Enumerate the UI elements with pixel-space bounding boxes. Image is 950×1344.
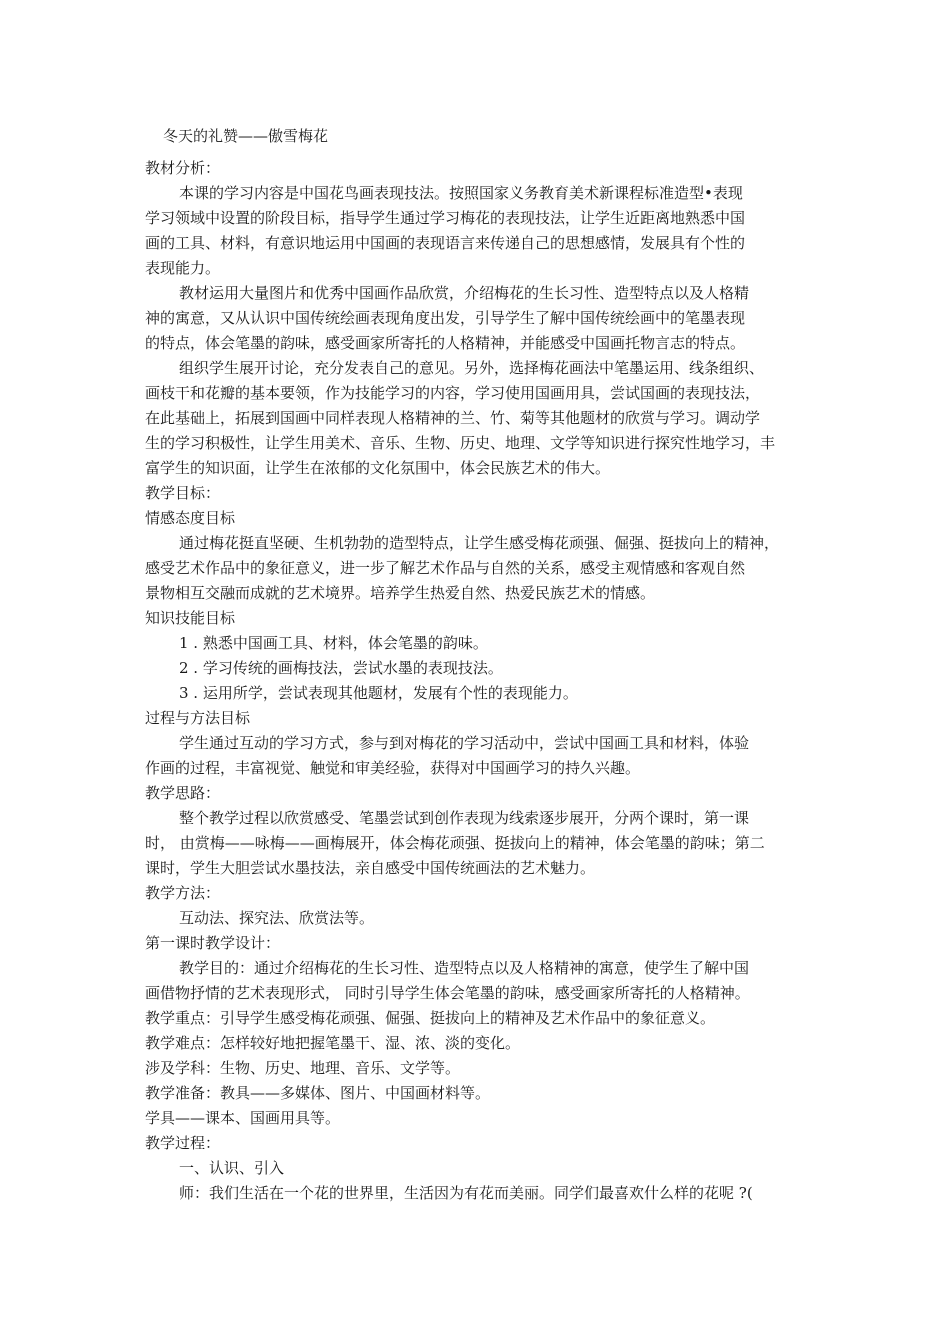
subsection-heading: 一、认识、引入 — [179, 1159, 285, 1177]
paragraph-line: 的特点，体会笔墨的韵味，感受画家所寄托的人格精神，并能感受中国画托物言志的特点。 — [145, 334, 746, 352]
subsection-heading: 知识技能目标 — [145, 609, 236, 627]
subsection-heading: 情感态度目标 — [145, 509, 236, 527]
paragraph-line: 教学准备：教具——多媒体、图片、中国画材料等。 — [145, 1084, 491, 1102]
paragraph-line: 感受艺术作品中的象征意义，进一步了解艺术作品与自然的关系，感受主观情感和客观自然 — [145, 559, 746, 577]
paragraph-line: 课时，学生大胆尝试水墨技法，亲自感受中国传统画法的艺术魅力。 — [145, 859, 596, 877]
list-item: 2 . 学习传统的画梅技法，尝试水墨的表现技法。 — [179, 659, 503, 677]
paragraph-line: 教材运用大量图片和优秀中国画作品欣赏，介绍梅花的生长习性、造型特点以及人格精 — [179, 284, 750, 302]
section-heading: 教学过程： — [145, 1134, 221, 1152]
paragraph-line: 通过梅花挺直坚硬、生机勃勃的造型特点，让学生感受梅花顽强、倔强、挺拔向上的精神， — [179, 534, 780, 552]
paragraph-line: 时， 由赏梅——咏梅——画梅展开，体会梅花顽强、挺拔向上的精神，体会笔墨的韵味；第二 — [145, 834, 765, 852]
paragraph-line: 学具——课本、国画用具等。 — [145, 1109, 341, 1127]
section-heading: 教材分析： — [145, 159, 221, 177]
section-heading: 第一课时教学设计： — [145, 934, 281, 952]
document-title: 冬天的礼赞——傲雪梅花 — [163, 127, 329, 145]
section-heading: 教学目标： — [145, 484, 221, 502]
paragraph-line: 表现能力。 — [145, 259, 221, 277]
paragraph-line: 景物相互交融而成就的艺术境界。培养学生热爱自然、热爱民族艺术的情感。 — [145, 584, 656, 602]
paragraph-line: 画的工具、材料，有意识地运用中国画的表现语言来传递自己的思想感情，发展具有个性的 — [145, 234, 746, 252]
paragraph-line: 互动法、探究法、欣赏法等。 — [179, 909, 375, 927]
paragraph-line: 教学目的：通过介绍梅花的生长习性、造型特点以及人格精神的寓意，使学生了解中国 — [179, 959, 750, 977]
paragraph-line: 本课的学习内容是中国花鸟画表现技法。按照国家义务教育美术新课程标准造型•表现 — [179, 184, 743, 202]
paragraph-line: 涉及学科：生物、历史、地理、音乐、文学等。 — [145, 1059, 461, 1077]
paragraph-line: 整个教学过程以欣赏感受、笔墨尝试到创作表现为线索逐步展开，分两个课时，第一课 — [179, 809, 750, 827]
section-heading: 教学方法： — [145, 884, 221, 902]
paragraph-line: 学生通过互动的学习方式，参与到对梅花的学习活动中，尝试中国画工具和材料，体验 — [179, 734, 750, 752]
list-item: 3 . 运用所学，尝试表现其他题材，发展有个性的表现能力。 — [179, 684, 578, 702]
section-heading: 教学思路： — [145, 784, 221, 802]
subsection-heading: 过程与方法目标 — [145, 709, 251, 727]
paragraph-line: 学习领域中设置的阶段目标，指导学生通过学习梅花的表现技法，让学生近距离地熟悉中国 — [145, 209, 746, 227]
paragraph-line: 组织学生展开讨论，充分发表自己的意见。另外，选择梅花画法中笔墨运用、线条组织、 — [179, 359, 765, 377]
paragraph-line: 生的学习积极性，让学生用美术、音乐、生物、历史、地理、文学等知识进行探究性地学习，丰 — [145, 434, 776, 452]
paragraph-line: 师：我们生活在一个花的世界里，生活因为有花而美丽。同学们最喜欢什么样的花呢 ?( — [179, 1184, 753, 1202]
paragraph-line: 神的寓意，又从认识中国传统绘画表现角度出发，引导学生了解中国传统绘画中的笔墨表现 — [145, 309, 746, 327]
paragraph-line: 在此基础上，拓展到国画中同样表现人格精神的兰、竹、菊等其他题材的欣赏与学习。调动学 — [145, 409, 761, 427]
list-item: 1 . 熟悉中国画工具、材料，体会笔墨的韵味。 — [179, 634, 488, 652]
paragraph-line: 教学重点：引导学生感受梅花顽强、倔强、挺拔向上的精神及艺术作品中的象征意义。 — [145, 1009, 716, 1027]
paragraph-line: 画借物抒情的艺术表现形式， 同时引导学生体会笔墨的韵味，感受画家所寄托的人格精神。 — [145, 984, 750, 1002]
paragraph-line: 教学难点：怎样较好地把握笔墨干、湿、浓、淡的变化。 — [145, 1034, 521, 1052]
paragraph-line: 作画的过程，丰富视觉、触觉和审美经验，获得对中国画学习的持久兴趣。 — [145, 759, 641, 777]
paragraph-line: 画枝干和花瓣的基本要领，作为技能学习的内容，学习使用国画用具，尝试国画的表现技法， — [145, 384, 761, 402]
paragraph-line: 富学生的知识面，让学生在浓郁的文化氛围中，体会民族艺术的伟大。 — [145, 459, 611, 477]
